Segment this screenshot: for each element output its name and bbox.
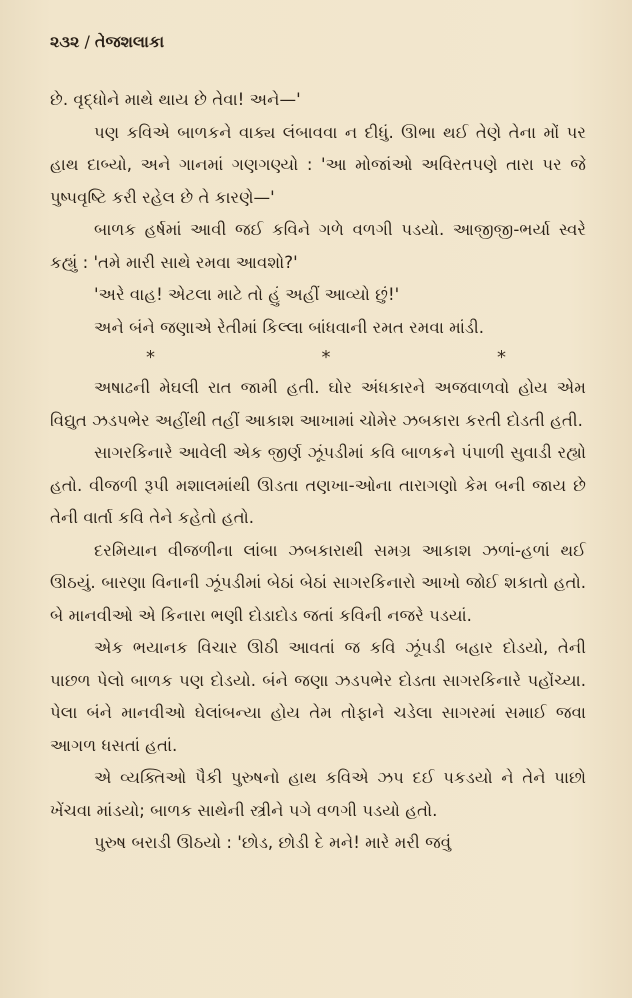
paragraph: 'અરે વાહ! એટલા માટે તો હું અહીં આવ્યો છું!' (94, 285, 400, 304)
divider-star: * (146, 347, 155, 368)
paragraph: પુરુષ બરાડી ઊઠયો : 'છોડ, છોડી દે મને! મારે મરી જવું (94, 833, 452, 852)
divider-star: * (497, 347, 506, 368)
paragraph: અને બંને જણાએ રેતીમાં કિલ્લા બાંધવાની રમત રમવા માંડી. (94, 317, 485, 337)
paragraph: દરમિયાન વીજળીના લાંબા ઝબકારાથી સમગ્ર આકાશ ઝળાં-હળાં થઈ ઊઠયું. બારણા વિનાની ઝૂંપડીમાં બેઠાં બેઠાં સાગરકિનારો આખો જોઈ શકાતો હતો. બે માનવીઓ એ કિનારા ભણી દોડાદોડ જતાં કવિની નજરે પડયાં. (50, 540, 586, 625)
paragraph: છે. વૃદ્ધોને માથે થાય છે તેવા! અને—' (50, 90, 301, 109)
paragraph: સાગરકિનારે આવેલી એક જીર્ણ ઝૂંપડીમાં કવિ બાળકને પંપાળી સુવાડી રહ્યો હતો. વીજળી રૂપી મશાલમાંથી ઊડતા તણખા-ઓના તારાગણો કેમ બની જાય છે તેની વાર્તા કવિ તેને કહેતો હતો. (50, 443, 586, 527)
page-header (50, 32, 164, 52)
page-body (50, 84, 586, 860)
paragraph: એ વ્યક્તિઓ પૈકી પુરુષનો હાથ કવિએ ઝપ દઈ પકડયો ને તેને પાછો ખેંચવા માંડયો; બાળક સાથેની સ્ત્રીને પગે વળગી પડયો હતો. (50, 768, 586, 820)
header-separator: / (84, 32, 90, 51)
paragraph: બાળક હર્ષમાં આવી જઈ કવિને ગળે વળગી પડયો. આજીજી-ભર્યા સ્વરે કહ્યું : 'તમે મારી સાથે રમવા આવશો?' (50, 220, 586, 272)
book-title: તેજશલાકા (94, 32, 165, 51)
page-number: ૨૩૨ (50, 32, 80, 51)
section-divider (50, 344, 586, 372)
paragraph: અષાઢની મેઘલી રાત જામી હતી. ઘોર અંધકારને અજવાળવો હોય એમ વિદ્યુત ઝડપભેર અહીંથી તહીં આકાશ આખામાં ચોમેર ઝબકારા કરતી દોડતી હતી. (50, 378, 586, 430)
divider-star: * (321, 347, 331, 368)
paragraph: એક ભયાનક વિચાર ઊઠી આવતાં જ કવિ ઝૂંપડી બહાર દોડયો, તેની પાછળ પેલો બાળક પણ દોડયો. બંને જણા ઝડપભેર દોડતા સાગરકિનારે પહોંચ્યા. પેલા બંને માનવીઓ ઘેલાંબન્યા હોય તેમ તોફાને ચડેલા સાગરમાં સમાઈ જવા આગળ ધસતાં હતાં. (50, 638, 586, 755)
paragraph: પણ કવિએ બાળકને વાક્ય લંબાવવા ન દીધું. ઊભા થઈ તેણે તેના મોં પર હાથ દાબ્યો, અને ગાનમાં ગણગણ્યો : 'આ મોજાંઓ અવિરતપણે તારા પર જે પુષ્પવૃષ્ટિ કરી રહેલ છે તે કારણે—' (50, 122, 586, 207)
